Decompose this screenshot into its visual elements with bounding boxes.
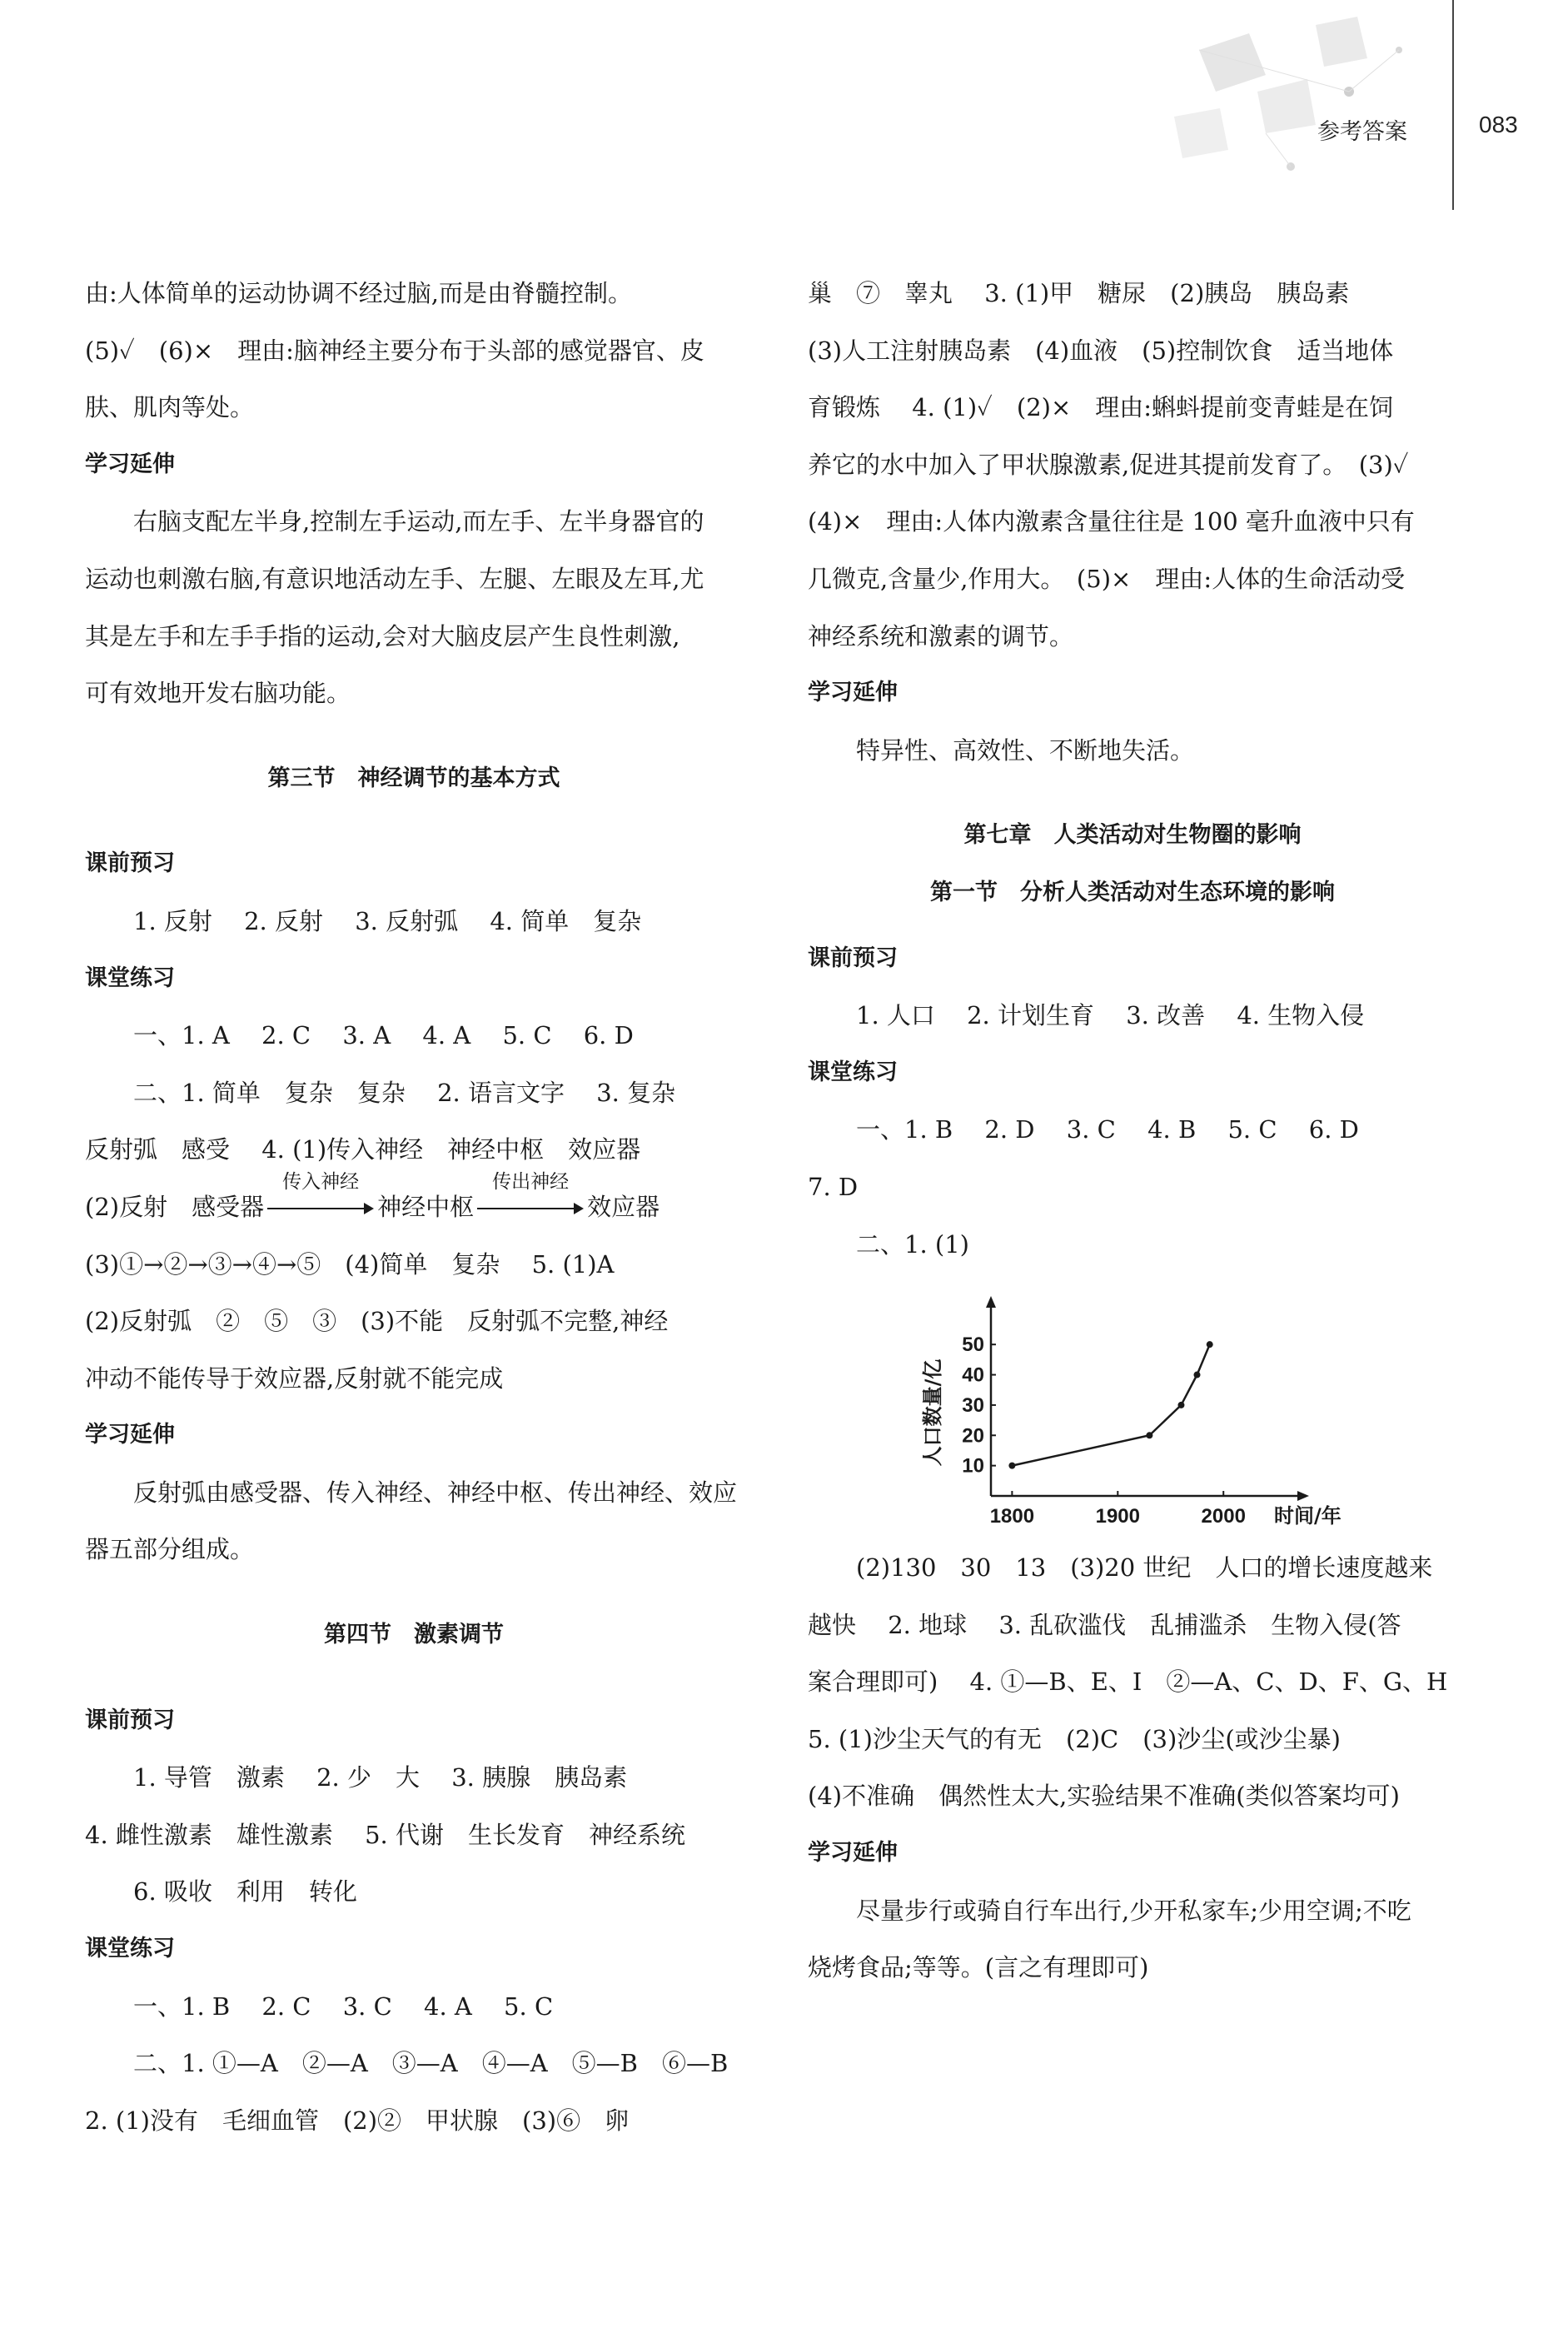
left-text-line: 肤、肌肉等处。	[85, 393, 255, 422]
left-text-line: 2. (1)没有 毛细血管 (2)② 甲状腺 (3)⑥ 卵	[85, 2106, 630, 2135]
spacer	[85, 1664, 743, 1692]
left-text-line: (2)反射弧 ② ⑤ ③ (3)不能 反射弧不完整,神经	[85, 1307, 669, 1336]
x-axis-arrow	[1297, 1491, 1309, 1501]
left-paragraph-start: 反射弧由感受器、传入神经、神经中枢、传出神经、效应	[133, 1478, 738, 1507]
y-tick-label: 40	[962, 1363, 984, 1387]
right-section-title: 第一节 分析人类活动对生态环境的影响	[930, 879, 1335, 905]
right-text-line: 养它的水中加入了甲状腺激素,促进其提前发育了。 (3)✓	[808, 450, 1409, 479]
right-paragraph-start: 1. 人口 2. 计划生育 3. 改善 4. 生物入侵	[856, 1001, 1365, 1030]
population-point	[1207, 1341, 1213, 1348]
right-text-line: 烧烤食品;等等。(言之有理即可)	[808, 1953, 1149, 1982]
left-text-line: 反射弧 感受 4. (1)传入神经 神经中枢 效应器	[85, 1135, 641, 1164]
arrow-head	[574, 1203, 584, 1214]
arrow-shaft	[267, 1208, 366, 1209]
x-tick-label: 1800	[989, 1505, 1035, 1528]
population-chart	[883, 1273, 1382, 1539]
left-paragraph-start: 1. 导管 激素 2. 少 大 3. 胰腺 胰岛素	[133, 1763, 628, 1792]
right-paragraph-start: (2)130 30 13 (3)20 世纪 人口的增长速度越来	[856, 1553, 1433, 1583]
spacer	[808, 922, 1457, 930]
arrow-head	[364, 1203, 374, 1214]
left-paragraph-start: 一、1. B 2. C 3. C 4. A 5. C	[133, 1992, 554, 2021]
header-decoration	[1149, 0, 1466, 217]
y-tick-label: 10	[962, 1454, 984, 1478]
x-tick-label: 1900	[1095, 1505, 1141, 1528]
chart-container	[808, 1273, 1457, 1539]
right-text-line: (4)不准确 偶然性太大,实验结果不准确(类似答案均可)	[808, 1782, 1400, 1811]
right-section-title: 第七章 人类活动对生物圈的影响	[963, 822, 1302, 849]
flow-prefix: (2)反射 感受器	[85, 1192, 265, 1221]
header-label: 参考答案	[1317, 119, 1407, 145]
left-subheading: 学习延伸	[85, 451, 175, 477]
spacer	[85, 807, 743, 835]
left-subheading: 课前预习	[85, 850, 175, 877]
right-text-line: 育锻炼 4. (1)✓ (2)× 理由:蝌蚪提前变青蛙是在饲	[808, 393, 1394, 422]
population-point	[1194, 1372, 1201, 1378]
left-text-line: 4. 雌性激素 雄性激素 5. 代谢 生长发育 神经系统	[85, 1820, 685, 1849]
left-paragraph-start: 一、1. A 2. C 3. A 4. A 5. C 6. D	[133, 1021, 634, 1050]
left-paragraph-start: 6. 吸收 利用 转化	[133, 1877, 357, 1907]
y-tick-label: 50	[962, 1334, 984, 1357]
left-subheading: 课堂练习	[85, 1936, 175, 1962]
left-section-title: 第三节 神经调节的基本方式	[267, 765, 560, 791]
right-text-line: (4)× 理由:人体内激素含量往往是 100 毫升血液中只有	[808, 507, 1415, 536]
y-tick-label: 30	[962, 1394, 984, 1418]
spacer	[85, 1578, 743, 1607]
right-text-line: 巢 ⑦ 睾丸 3. (1)甲 糖尿 (2)胰岛 胰岛素	[808, 279, 1350, 307]
left-section-title: 第四节 激素调节	[324, 1622, 504, 1648]
right-text-line: 越快 2. 地球 3. 乱砍滥伐 乱捕滥杀 生物入侵(答	[808, 1610, 1401, 1639]
flow-middle: 神经中枢	[377, 1192, 475, 1221]
header-divider	[1452, 0, 1454, 210]
left-subheading: 学习延伸	[85, 1422, 175, 1448]
spacer	[808, 779, 1457, 807]
left-subheading: 课堂练习	[85, 965, 175, 991]
spacer	[85, 722, 743, 750]
population-point	[1177, 1402, 1184, 1408]
right-subheading: 课前预习	[808, 945, 898, 971]
x-axis-title: 时间/年	[1274, 1504, 1342, 1528]
left-paragraph-start: 二、1. ①—A ②—A ③—A ④—A ⑤—B ⑥—B	[133, 2049, 729, 2078]
population-point	[1008, 1463, 1015, 1469]
left-text-line: (3)①→②→③→④→⑤ (4)简单 复杂 5. (1)A	[85, 1249, 615, 1279]
left-text-line: 由:人体简单的运动协调不经过脑,而是由脊髓控制。	[85, 279, 632, 307]
right-subheading: 课堂练习	[808, 1059, 898, 1085]
left-paragraph-start: 1. 反射 2. 反射 3. 反射弧 4. 简单 复杂	[133, 906, 642, 935]
page-number: 083	[1479, 112, 1518, 137]
y-axis-arrow	[986, 1296, 996, 1308]
right-paragraph-start: 特异性、高效性、不断地失活。	[856, 735, 1195, 765]
left-flow-line	[85, 1170, 743, 1236]
right-text-line: 神经系统和激素的调节。	[808, 621, 1074, 651]
left-text-line: 运动也刺激右脑,有意识地活动左手、左腿、左眼及左耳,尤	[85, 564, 704, 593]
arrow-afferent	[267, 1170, 374, 1221]
y-tick-label: 20	[962, 1424, 984, 1448]
left-text-line: (5)✓ (6)× 理由:脑神经主要分布于头部的感觉器官、皮	[85, 336, 704, 365]
right-text-line: 案合理即可) 4. ①—B、E、I ②—A、C、D、F、G、H	[808, 1668, 1448, 1697]
arrow-label: 传出神经	[492, 1170, 570, 1193]
left-paragraph-start: 右脑支配左半身,控制左手运动,而左手、左半身器官的	[133, 507, 704, 536]
left-paragraph-start: 二、1. 简单 复杂 复杂 2. 语言文字 3. 复杂	[133, 1078, 676, 1107]
arrow-shaft	[477, 1208, 575, 1209]
right-text-line: 7. D	[808, 1172, 859, 1201]
flow-suffix: 效应器	[587, 1192, 660, 1221]
right-column	[808, 265, 1457, 1997]
left-text-line: 可有效地开发右脑功能。	[85, 679, 351, 708]
left-text-line: 器五部分组成。	[85, 1535, 255, 1564]
right-text-line: 5. (1)沙尘天气的有无 (2)C (3)沙尘(或沙尘暴)	[808, 1724, 1341, 1753]
right-text-line: 几微克,含量少,作用大。 (5)× 理由:人体的生命活动受	[808, 564, 1406, 593]
left-text-line: 其是左手和左手手指的运动,会对大脑皮层产生良性刺激,	[85, 621, 680, 651]
right-subheading: 学习延伸	[808, 1840, 898, 1867]
right-paragraph-start: 二、1. (1)	[856, 1229, 969, 1259]
left-column	[85, 265, 743, 2149]
right-text-line: (3)人工注射胰岛素 (4)血液 (5)控制饮食 适当地体	[808, 336, 1394, 365]
population-point	[1146, 1432, 1152, 1438]
x-tick-label: 2000	[1201, 1505, 1246, 1528]
left-text-line: 冲动不能传导于效应器,反射就不能完成	[85, 1363, 504, 1393]
right-subheading: 学习延伸	[808, 680, 898, 706]
arrow-label: 传入神经	[282, 1170, 360, 1193]
arrow-efferent	[477, 1170, 584, 1221]
y-axis-title: 人口数量/亿	[921, 1358, 944, 1467]
right-paragraph-start: 一、1. B 2. D 3. C 4. B 5. C 6. D	[856, 1115, 1359, 1144]
right-paragraph-start: 尽量步行或骑自行车出行,少开私家车;少用空调;不吃	[856, 1896, 1411, 1925]
left-subheading: 课前预习	[85, 1707, 175, 1733]
